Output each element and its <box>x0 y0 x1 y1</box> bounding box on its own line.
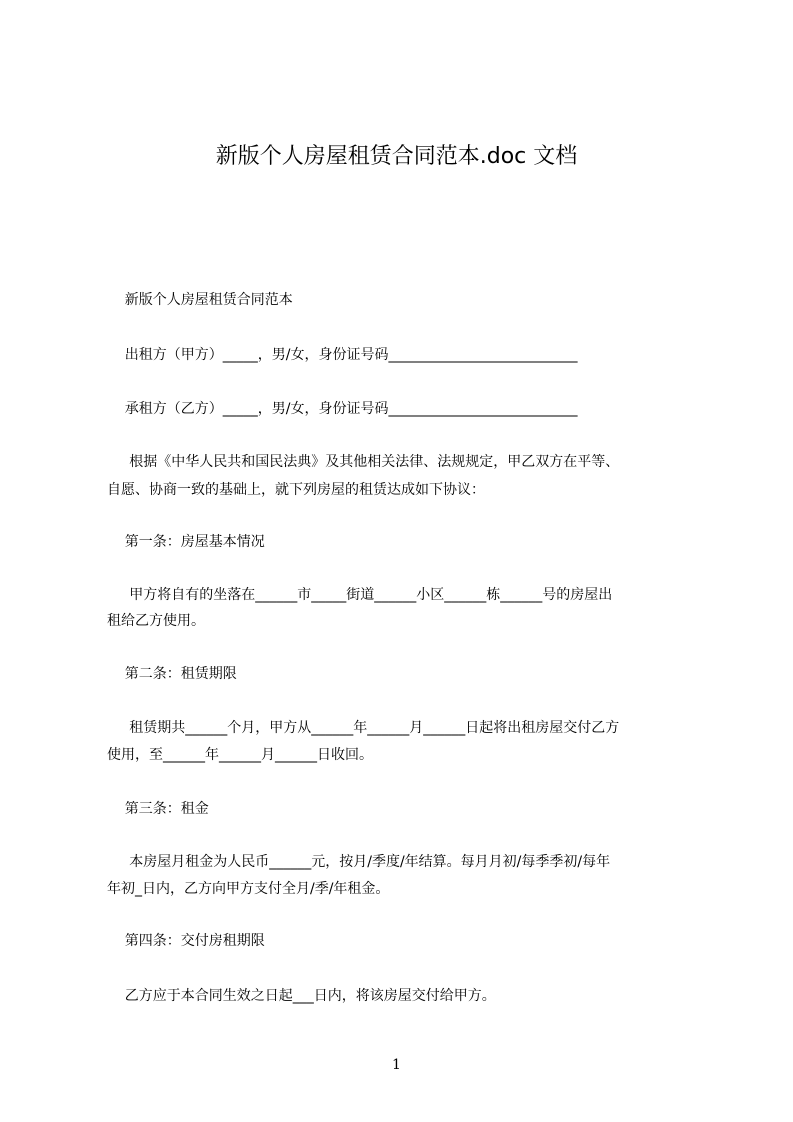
article-3-line-2: 年初_日内，乙方向甲方支付全月/季/年租金。 <box>107 881 390 897</box>
lessee-line: 承租方（乙方）_____，男/女，身份证号码___________________________ <box>107 401 578 417</box>
article-2-line-1: 租赁期共______个月，甲方从______年______月______日起将出租房屋交付乙方 <box>107 720 620 736</box>
article-2-line-2: 使用，至______年______月______日收回。 <box>107 747 373 763</box>
preamble-line-2: 自愿、协商一致的基础上，就下列房屋的租赁达成如下协议： <box>107 482 485 498</box>
article-1-heading: 第一条：房屋基本情况 <box>107 534 265 550</box>
lessor-line: 出租方（甲方）_____，男/女，身份证号码___________________________ <box>107 347 578 363</box>
page-number: 1 <box>392 1057 401 1073</box>
article-1-line-2: 租给乙方使用。 <box>107 613 205 629</box>
document-title: 新版个人房屋租赁合同范本.doc 文档 <box>215 144 578 169</box>
article-2-heading: 第二条：租赁期限 <box>107 666 237 682</box>
article-3-line-1: 本房屋月租金为人民币______元，按月/季度/年结算。每月月初/每季季初/每年 <box>107 854 611 870</box>
article-4-line-1: 乙方应于本合同生效之日起___日内，将该房屋交付给甲方。 <box>107 988 496 1004</box>
article-3-heading: 第三条：租金 <box>107 801 209 817</box>
article-4-heading: 第四条：交付房租期限 <box>107 933 265 949</box>
contract-heading: 新版个人房屋租赁合同范本 <box>107 292 293 308</box>
article-1-line-1: 甲方将自有的坐落在______市_____街道______小区______栋______号的房屋出 <box>107 587 613 603</box>
preamble-line-1: 根据《中华人民共和国民法典》及其他相关法律、法规规定，甲乙双方在平等、 <box>107 454 620 470</box>
